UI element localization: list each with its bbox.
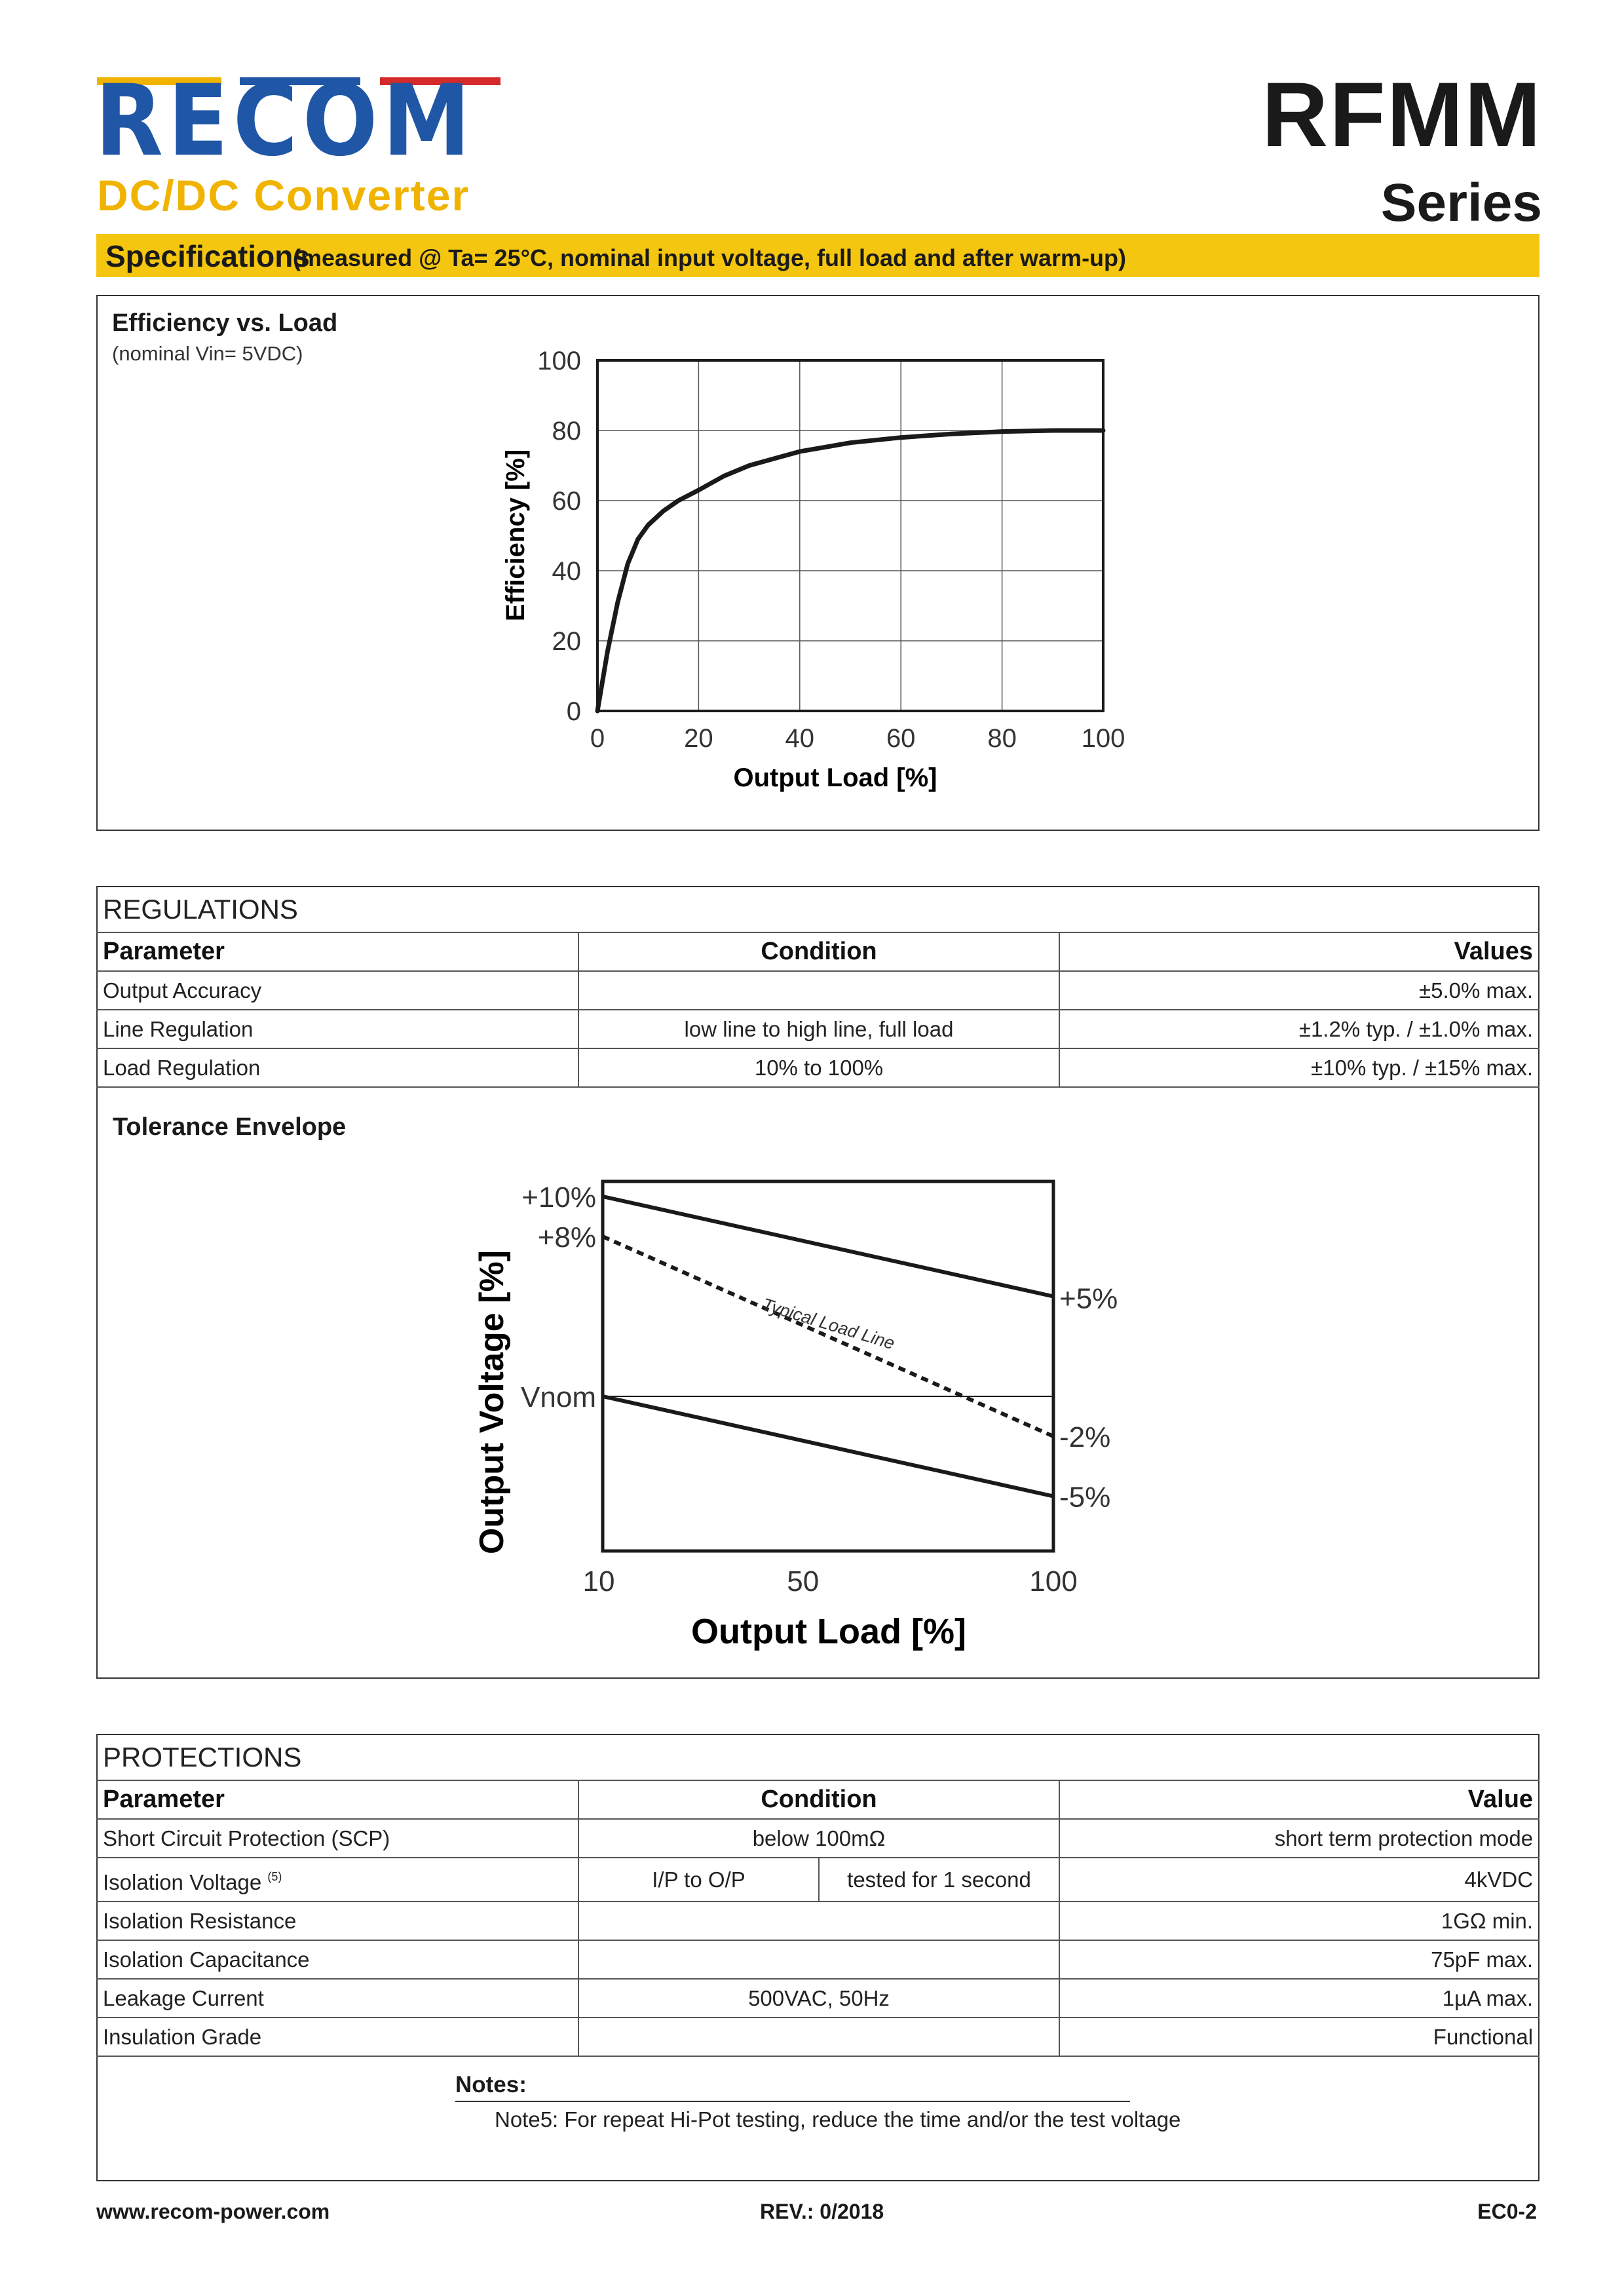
reg-row-value: ±1.2% typ. / ±1.0% max. <box>1298 1017 1534 1041</box>
tolerance-ylabel: Output Voltage [%] <box>473 1250 511 1555</box>
tolerance-line-typical-load-line <box>603 1236 1053 1436</box>
efficiency-xtick-label: 100 <box>1081 724 1125 753</box>
reg-row-value: ±10% typ. / ±15% max. <box>1311 1056 1534 1080</box>
prot-row-parameter: Isolation Voltage <box>103 1870 262 1894</box>
efficiency-title: Efficiency vs. Load <box>112 309 338 337</box>
tolerance-left-label: +8% <box>537 1221 596 1253</box>
spec-conditions: (measured @ Ta= 25°C, nominal input voltage, full load and after warm-up) <box>293 244 1127 271</box>
footer-website: www.recom-power.com <box>96 2200 330 2223</box>
efficiency-xtick-label: 20 <box>684 724 713 753</box>
tolerance-left-label: +10% <box>521 1181 596 1214</box>
note-item: Note5: For repeat Hi-Pot testing, reduce the time and/or the test voltage <box>495 2107 1181 2132</box>
efficiency-ytick-label: 60 <box>552 487 581 516</box>
efficiency-xlabel: Output Load [%] <box>733 763 937 792</box>
footer-revision: REV.: 0/2018 <box>760 2200 884 2223</box>
protections-header-value: Value <box>1467 1786 1534 1813</box>
prot-row-value: Functional <box>1433 2025 1534 2049</box>
table-row <box>96 2018 1539 2056</box>
regulations-header-values: Values <box>1454 938 1534 965</box>
series-code: RFMM <box>1262 63 1542 166</box>
regulations-caption: REGULATIONS <box>103 893 298 925</box>
prot-row-value: short term protection mode <box>1274 1826 1534 1850</box>
efficiency-ytick-label: 0 <box>566 697 581 726</box>
tolerance-xlabel: Output Load [%] <box>691 1612 966 1651</box>
reg-row-value: ±5.0% max. <box>1419 978 1534 1003</box>
tolerance-right-label: +5% <box>1059 1282 1118 1315</box>
efficiency-xtick-label: 0 <box>590 724 605 753</box>
tolerance-line-upper-limit <box>603 1196 1053 1297</box>
series-word: Series <box>1380 173 1542 233</box>
tolerance-line-lower-limit <box>603 1396 1053 1497</box>
efficiency-subtitle: (nominal Vin= 5VDC) <box>112 342 303 365</box>
protections-table <box>96 1734 1539 2057</box>
protections-caption: PROTECTIONS <box>103 1741 302 1772</box>
efficiency-xtick-label: 40 <box>785 724 815 753</box>
prot-row-parameter: Isolation Capacitance <box>103 1947 310 1972</box>
tolerance-xtick-label: 50 <box>787 1565 820 1598</box>
efficiency-xtick-label: 60 <box>886 724 916 753</box>
prot-row-condition: 500VAC, 50Hz <box>748 1986 890 2010</box>
prot-row-condition-a: I/P to O/P <box>652 1867 746 1892</box>
tolerance-xtick-label: 100 <box>1029 1565 1078 1598</box>
efficiency-ytick-label: 80 <box>552 417 581 446</box>
tolerance-title: Tolerance Envelope <box>113 1113 347 1141</box>
prot-row-parameter: Short Circuit Protection (SCP) <box>103 1826 390 1850</box>
efficiency-ytick-label: 40 <box>552 557 581 586</box>
regulations-header-condition: Condition <box>761 938 877 965</box>
tolerance-plot-frame <box>603 1181 1053 1551</box>
prot-row-value: 75pF max. <box>1431 1947 1534 1972</box>
tolerance-annotation: Typical Load Line <box>760 1294 897 1354</box>
prot-row-condition: below 100mΩ <box>752 1826 886 1850</box>
tolerance-right-label: -2% <box>1059 1421 1111 1453</box>
prot-row-value: 4kVDC <box>1464 1867 1534 1892</box>
reg-row-parameter: Line Regulation <box>103 1017 254 1041</box>
efficiency-xtick-label: 80 <box>987 724 1017 753</box>
table-row <box>96 1940 1539 1979</box>
footer-doc-code: EC0-2 <box>1477 2200 1537 2223</box>
prot-row-parameter: Leakage Current <box>103 1986 264 2010</box>
reg-row-parameter: Output Accuracy <box>103 978 262 1003</box>
prot-row-value: 1GΩ min. <box>1441 1909 1534 1933</box>
reg-row-condition: low line to high line, full load <box>684 1017 954 1041</box>
spec-title: Specifications <box>105 239 310 273</box>
reg-row-parameter: Load Regulation <box>103 1056 261 1080</box>
table-row <box>96 1902 1539 1940</box>
prot-row-parameter: Insulation Grade <box>103 2025 262 2049</box>
prot-row-condition-b: tested for 1 second <box>847 1867 1031 1892</box>
reg-row-condition: 10% to 100% <box>754 1056 884 1080</box>
efficiency-ytick-label: 100 <box>537 347 581 375</box>
efficiency-ylabel: Efficiency [%] <box>501 449 530 622</box>
tolerance-xtick-label: 10 <box>582 1565 615 1598</box>
brand-logo: RECOM <box>95 64 476 178</box>
notes-divider <box>455 2101 1130 2102</box>
tolerance-left-label: Vnom <box>521 1381 596 1413</box>
regulations-header-parameter: Parameter <box>103 938 225 965</box>
prot-row-parameter: Isolation Resistance <box>103 1909 297 1933</box>
table-row <box>96 1979 1539 2018</box>
table-row <box>96 1858 1539 1902</box>
notes-title: Notes: <box>455 2072 527 2097</box>
sub-brand: DC/DC Converter <box>97 171 470 220</box>
efficiency-ytick-label: 20 <box>552 627 581 656</box>
note-reference: (5) <box>267 1870 282 1883</box>
protections-header-condition: Condition <box>761 1786 877 1813</box>
protections-header-parameter: Parameter <box>103 1786 225 1813</box>
table-row <box>96 1819 1539 1858</box>
tolerance-right-label: -5% <box>1059 1481 1111 1514</box>
prot-row-value: 1µA max. <box>1442 1986 1534 2010</box>
